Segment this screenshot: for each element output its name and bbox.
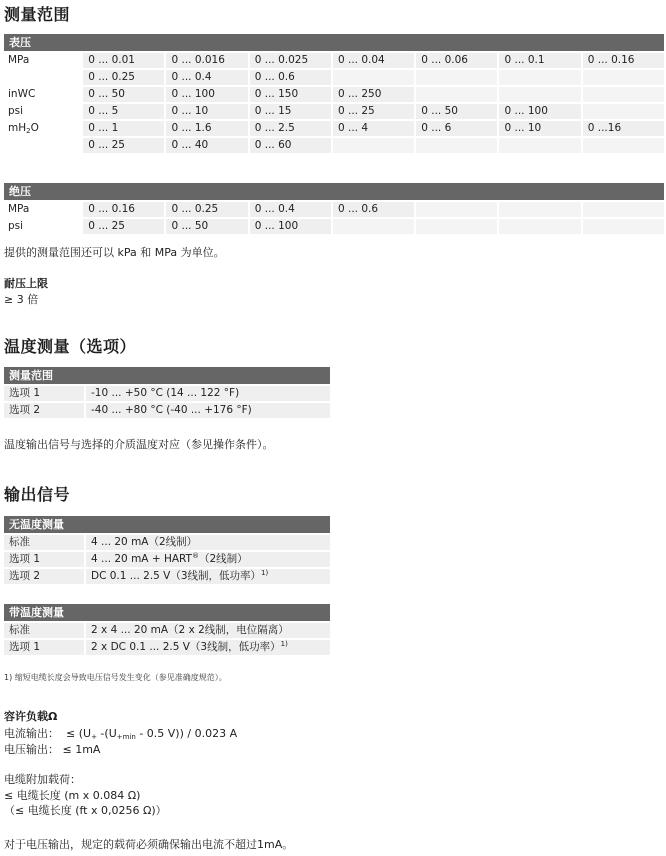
- gauge-pressure-header: 表压: [4, 34, 664, 51]
- range-cell: 0 ... 25: [83, 138, 164, 153]
- table-row: [4, 70, 664, 85]
- footnote-ref: 1): [280, 640, 288, 648]
- range-cell: 0 ... 0.04: [333, 53, 414, 68]
- range-cell: 0 ... 0.06: [416, 53, 497, 68]
- row-value: [86, 552, 330, 567]
- output-without-temp-table: [2, 514, 332, 586]
- range-cell: 0 ... 100: [166, 87, 247, 102]
- range-cell: 0 ... 0.16: [583, 53, 664, 68]
- output-footnote: 1) 缩短电缆长度会导致电压信号发生变化（参见准确度规范）。: [4, 673, 227, 682]
- formula-part: - 0.5 V)) / 0.023 A: [135, 727, 238, 740]
- temperature-note: 温度输出信号与选择的介质温度对应（参见操作条件）。: [4, 438, 274, 451]
- temperature-table: [2, 365, 332, 420]
- range-cell: 0 ... 0.025: [250, 53, 331, 68]
- load-title: 容许负载Ω: [4, 710, 58, 723]
- unit-text: psi: [8, 220, 24, 232]
- table-row: [4, 53, 664, 68]
- range-cell: 0 ... 0.4: [250, 202, 331, 217]
- range-cell: [499, 70, 580, 85]
- range-cell: [499, 219, 580, 234]
- unit-text: MPa: [8, 203, 30, 215]
- unit-text: mH: [8, 122, 27, 134]
- range-cell: [583, 138, 664, 153]
- table-row: [4, 87, 664, 102]
- range-cell: 0 ... 0.4: [166, 70, 247, 85]
- unit-text: inWC: [8, 88, 36, 100]
- overload-title: 耐压上限: [4, 277, 48, 290]
- range-cell: [583, 70, 664, 85]
- formula-part: -(U: [96, 727, 117, 740]
- footnote-ref: 1): [261, 569, 269, 577]
- range-cell: 0 ... 10: [166, 104, 247, 119]
- formula-part: ≤ (U: [66, 727, 92, 740]
- range-cell: 0 ... 40: [166, 138, 247, 153]
- row-label: 选项 2: [4, 569, 84, 584]
- formula-sub: +min: [116, 733, 136, 741]
- row-value: [86, 640, 330, 655]
- section-title-output-signal: 输出信号: [4, 485, 71, 504]
- row-value: -40 ... +80 °C (-40 ... +176 °F): [86, 403, 330, 418]
- absolute-pressure-header: 绝压: [4, 183, 664, 200]
- cable-load-title: 电缆附加载荷：: [4, 773, 81, 786]
- table-row: [4, 535, 330, 550]
- output-with-temp-table: [2, 602, 332, 657]
- range-cell: 0 ... 1.6: [166, 121, 247, 136]
- output-without-temp-header: 无温度测量: [4, 516, 330, 533]
- formula-sub: +: [91, 733, 97, 741]
- range-cell: 0 ... 4: [333, 121, 414, 136]
- unit-label: [4, 53, 81, 68]
- row-label: 标准: [4, 535, 84, 550]
- range-cell: [416, 202, 497, 217]
- row-value: 2 x 4 ... 20 mA（2 x 2线制，电位隔离）: [86, 623, 330, 638]
- row-value: [86, 569, 330, 584]
- range-cell: 0 ... 50: [83, 87, 164, 102]
- range-cell: 0 ... 1: [83, 121, 164, 136]
- unit-label: [4, 219, 81, 234]
- range-cell: [416, 70, 497, 85]
- range-cell: 0 ... 150: [250, 87, 331, 102]
- current-output-line: [4, 726, 237, 742]
- row-value-text: DC 0.1 ... 2.5 V（3线制，低功率）: [91, 570, 262, 582]
- voltage-output-line: 电压输出： ≤ 1mA: [4, 743, 101, 756]
- range-cell: 0 ... 100: [499, 104, 580, 119]
- range-cell: 0 ... 0.16: [83, 202, 164, 217]
- registered-mark: ®: [191, 552, 199, 560]
- voltage-load-note: 对于电压输出，规定的载荷必须确保输出电流不超过1mA。: [4, 838, 294, 851]
- unit-label: [4, 104, 81, 119]
- cable-load-line-2: （≤ 电缆长度 (ft x 0,0256 Ω)）: [4, 804, 167, 817]
- range-cell: [499, 202, 580, 217]
- table-row: [4, 121, 664, 136]
- unit-text: psi: [8, 105, 24, 117]
- current-output-label: 电流输出：: [4, 727, 59, 740]
- output-with-temp-header: 带温度测量: [4, 604, 330, 621]
- range-cell: [583, 219, 664, 234]
- unit-label: [4, 87, 81, 102]
- range-cell: 0 ... 5: [83, 104, 164, 119]
- range-cell: 0 ... 0.1: [499, 53, 580, 68]
- row-label: 选项 1: [4, 640, 84, 655]
- range-cell: 0 ... 25: [333, 104, 414, 119]
- range-cell: 0 ... 0.016: [166, 53, 247, 68]
- range-cell: [499, 87, 580, 102]
- measuring-range-note: 提供的测量范围还可以 kPa 和 MPa 为单位。: [4, 246, 225, 259]
- unit-label: [4, 202, 81, 217]
- row-value-text: 2 x DC 0.1 ... 2.5 V（3线制，低功率）: [91, 641, 281, 653]
- unit-subscript: 2: [26, 127, 31, 135]
- section-title-temperature: 温度测量（选项）: [4, 337, 137, 356]
- range-cell: [333, 138, 414, 153]
- unit-text: MPa: [8, 54, 30, 66]
- range-cell: 0 ... 6: [416, 121, 497, 136]
- table-row: [4, 104, 664, 119]
- range-cell: 0 ... 10: [499, 121, 580, 136]
- cable-load-line-1: ≤ 电缆长度 (m x 0.084 Ω): [4, 789, 141, 802]
- overload-value: ≥ 3 倍: [4, 293, 39, 306]
- range-cell: 0 ... 0.01: [83, 53, 164, 68]
- table-row: [4, 386, 330, 401]
- range-cell: [416, 138, 497, 153]
- table-row: [4, 138, 664, 153]
- unit-label: [4, 138, 81, 153]
- table-row: [4, 403, 330, 418]
- range-cell: 0 ... 25: [83, 219, 164, 234]
- row-label: 选项 1: [4, 552, 84, 567]
- row-label: 选项 2: [4, 403, 84, 418]
- range-cell: 0 ... 50: [166, 219, 247, 234]
- unit-label: [4, 121, 81, 136]
- range-cell: 0 ... 15: [250, 104, 331, 119]
- range-cell: 0 ... 0.25: [83, 70, 164, 85]
- unit-label: [4, 70, 81, 85]
- range-cell: [333, 219, 414, 234]
- range-cell: [416, 87, 497, 102]
- range-cell: 0 ... 0.6: [333, 202, 414, 217]
- gauge-pressure-table: [2, 32, 666, 155]
- range-cell: 0 ... 50: [416, 104, 497, 119]
- row-value-text: 4 ... 20 mA + HART: [91, 553, 192, 565]
- table-row: [4, 219, 664, 234]
- range-cell: [583, 87, 664, 102]
- temperature-table-header: 测量范围: [4, 367, 330, 384]
- absolute-pressure-table: [2, 181, 666, 236]
- range-cell: [416, 219, 497, 234]
- table-row: [4, 569, 330, 584]
- range-cell: 0 ... 100: [250, 219, 331, 234]
- row-value: 4 ... 20 mA（2线制）: [86, 535, 330, 550]
- table-row: [4, 640, 330, 655]
- range-cell: 0 ... 0.25: [166, 202, 247, 217]
- table-row: [4, 623, 330, 638]
- range-cell: [499, 138, 580, 153]
- row-value-tail: （2线制）: [198, 553, 248, 565]
- table-row: [4, 552, 330, 567]
- range-cell: [583, 202, 664, 217]
- range-cell: 0 ... 250: [333, 87, 414, 102]
- row-label: 选项 1: [4, 386, 84, 401]
- range-cell: 0 ... 2.5: [250, 121, 331, 136]
- range-cell: 0 ...16: [583, 121, 664, 136]
- unit-text-tail: O: [30, 122, 39, 134]
- range-cell: [583, 104, 664, 119]
- row-label: 标准: [4, 623, 84, 638]
- range-cell: 0 ... 0.6: [250, 70, 331, 85]
- range-cell: 0 ... 60: [250, 138, 331, 153]
- table-row: [4, 202, 664, 217]
- section-title-measuring-range: 测量范围: [4, 5, 71, 24]
- range-cell: [333, 70, 414, 85]
- row-value: -10 ... +50 °C (14 ... 122 °F): [86, 386, 330, 401]
